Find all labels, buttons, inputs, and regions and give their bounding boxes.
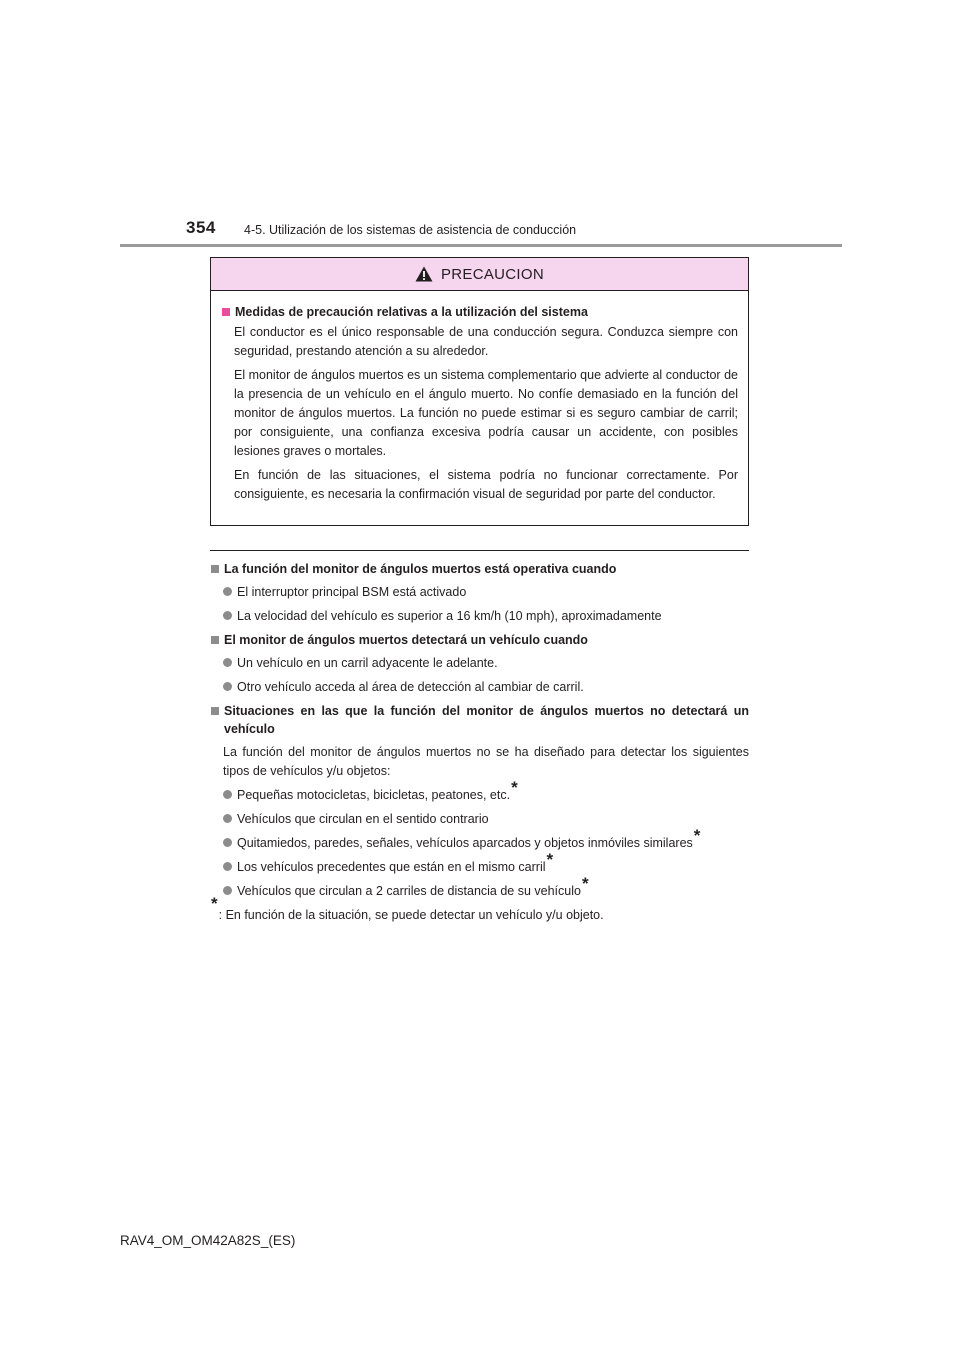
list-item-text: Otro vehículo acceda al área de detección al cambiar de carril. xyxy=(237,680,584,694)
section-heading xyxy=(211,702,749,738)
list-item xyxy=(223,778,749,804)
page-number: 354 xyxy=(186,218,216,237)
gray-square-icon xyxy=(211,565,219,573)
caution-header xyxy=(211,258,748,291)
list-item-text: Quitamiedos, paredes, señales, vehículos aparcados y objetos inmóviles similares xyxy=(237,836,693,850)
document-code: RAV4_OM_OM42A82S_(ES) xyxy=(120,1233,296,1248)
section-heading-text: El monitor de ángulos muertos detectará un vehículo cuando xyxy=(224,633,588,647)
gray-square-icon xyxy=(211,636,219,644)
list-item xyxy=(223,583,749,601)
list-item xyxy=(223,678,749,696)
list-item-text: Vehículos que circulan a 2 carriles de distancia de su vehículo xyxy=(237,884,581,898)
section-heading-text: Situaciones en las que la función del monitor de ángulos muertos no detectará un vehículo xyxy=(224,704,749,736)
footnote: * : En función de la situación, se puede detectar un vehículo y/u objeto. xyxy=(211,894,604,922)
list-item-text: La velocidad del vehículo es superior a 16 km/h (10 mph), aproximadamente xyxy=(237,609,662,623)
list-item xyxy=(223,826,749,852)
list-item-text: Los vehículos precedentes que están en el mismo carril xyxy=(237,860,546,874)
caution-paragraph: En función de las situaciones, el sistema podría no funcionar correctamente. Por consiguiente, es necesaria la confirmación visual de seguridad por parte del conductor. xyxy=(234,468,738,501)
bullet-dot-icon xyxy=(223,862,232,871)
section-heading-text: La función del monitor de ángulos muertos está operativa cuando xyxy=(224,562,617,576)
main-content xyxy=(211,560,749,924)
asterisk-mark: * xyxy=(546,850,554,869)
warning-triangle-icon xyxy=(415,266,433,282)
asterisk-mark: * xyxy=(693,826,701,845)
bullet-dot-icon xyxy=(223,658,232,667)
asterisk-mark: * xyxy=(511,778,518,797)
caution-title: PRECAUCION xyxy=(440,265,544,283)
footnote-text: : En función de la situación, se puede detectar un vehículo y/u objeto. xyxy=(218,908,604,922)
header-rule xyxy=(120,244,842,247)
list-item xyxy=(223,810,749,828)
gray-square-icon xyxy=(211,707,219,715)
list-item xyxy=(223,874,749,900)
bullet-dot-icon xyxy=(223,611,232,620)
caution-paragraph: El conductor es el único responsable de una conducción segura. Conduzca siempre con seguridad, prestando atención a su alrededor. xyxy=(234,325,738,358)
list-item-text: Vehículos que circulan en el sentido contrario xyxy=(237,812,489,826)
list-item-text: El interruptor principal BSM está activado xyxy=(237,585,467,599)
bullet-dot-icon xyxy=(223,682,232,691)
caution-heading xyxy=(222,303,738,321)
list-item-text: Un vehículo en un carril adyacente le adelante. xyxy=(237,656,498,670)
bullet-dot-icon xyxy=(223,587,232,596)
bullet-dot-icon xyxy=(223,814,232,823)
caution-box xyxy=(210,257,749,526)
list-item-text: Pequeñas motocicletas, bicicletas, peatones, etc. xyxy=(237,788,511,802)
list-item xyxy=(223,607,749,625)
bullet-dot-icon xyxy=(223,790,232,799)
list-item xyxy=(223,850,749,876)
section-heading xyxy=(211,560,749,578)
asterisk-mark: * xyxy=(581,874,589,893)
pink-square-icon xyxy=(222,308,230,316)
caution-body xyxy=(211,291,748,504)
bullet-dot-icon xyxy=(223,838,232,847)
caution-paragraph: El monitor de ángulos muertos es un sistema complementario que advierte al conductor de la presencia de un vehículo en el ángulo muerto. No confíe demasiado en la función del monitor de ángulos muertos. La función no puede estimar si es seguro cambiar de carril; por consiguiente, una confianza excesiva podría causar un accidente, con posibles lesiones graves o mortales. xyxy=(234,368,738,458)
section-heading xyxy=(211,631,749,649)
section-intro: La función del monitor de ángulos muertos no se ha diseñado para detectar los siguientes tipos de vehículos y/u objetos: xyxy=(223,745,749,778)
section-divider xyxy=(210,550,749,551)
caution-heading-text: Medidas de precaución relativas a la utilización del sistema xyxy=(235,305,588,319)
bullet-dot-icon xyxy=(223,886,232,895)
section-title: 4-5. Utilización de los sistemas de asistencia de conducción xyxy=(244,223,577,237)
list-item xyxy=(223,654,749,672)
